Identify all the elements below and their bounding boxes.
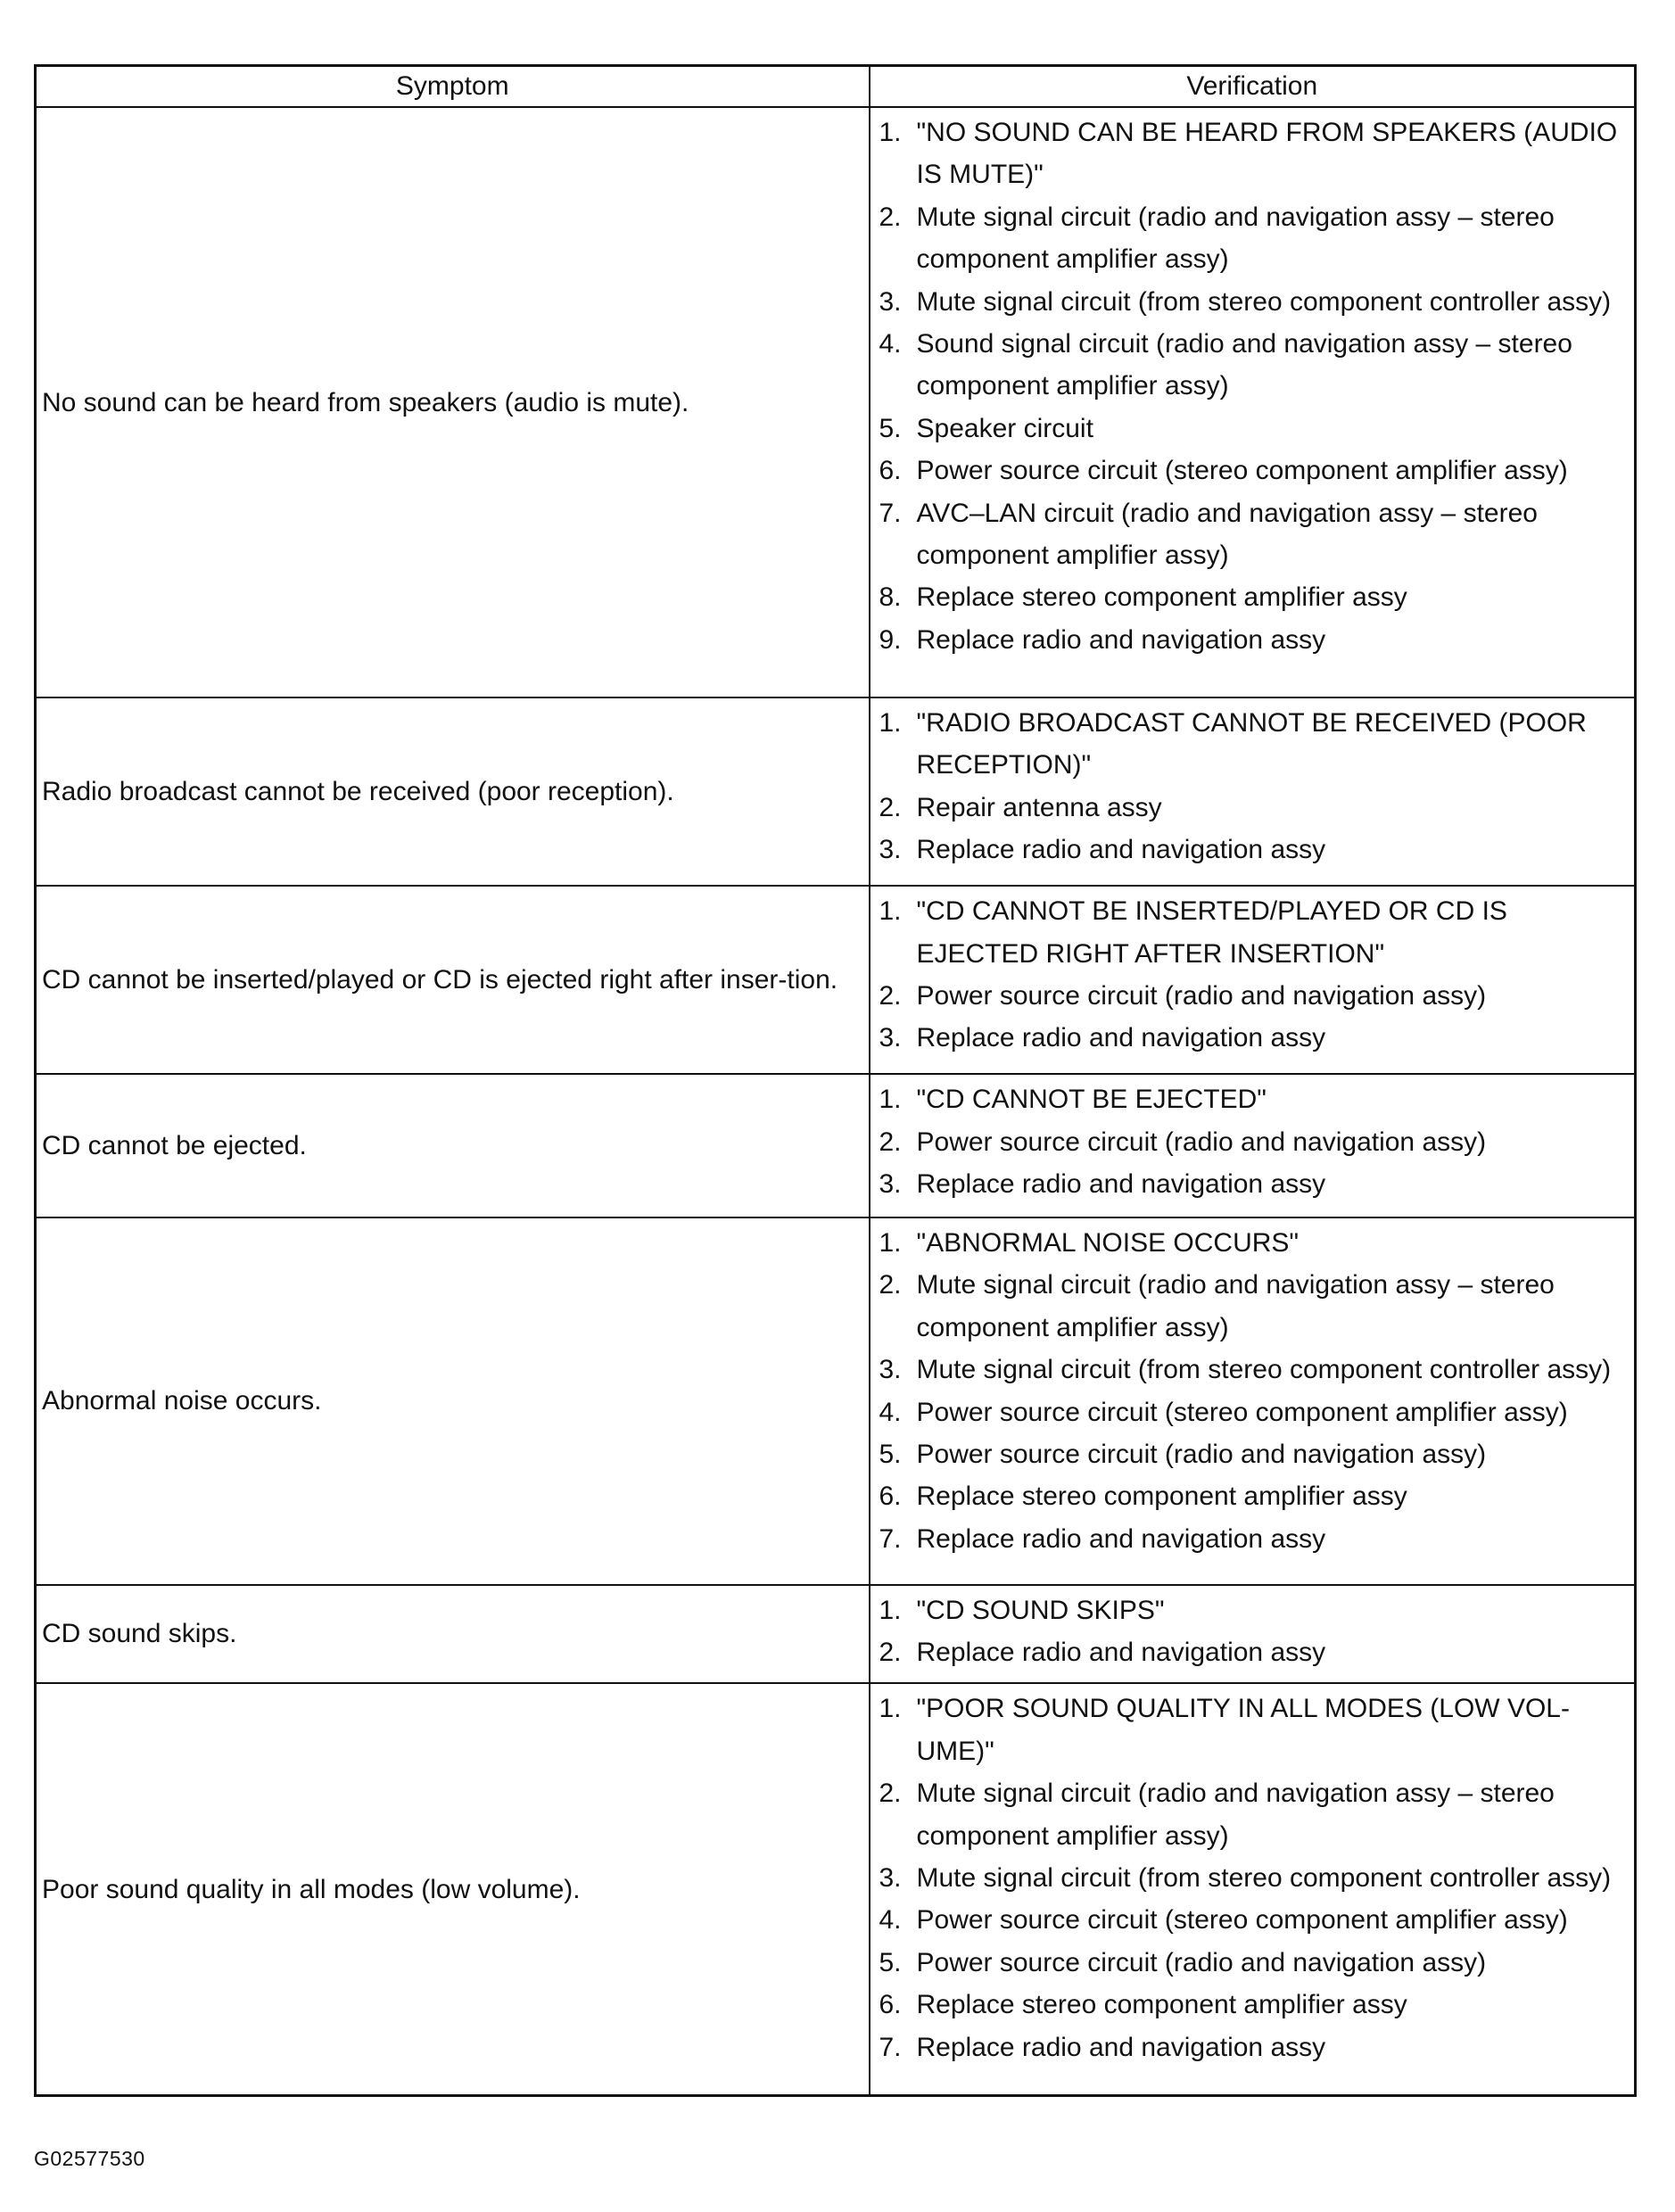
verification-step	[879, 1631, 1630, 1673]
verification-steps-list	[879, 1688, 1630, 2068]
verification-step	[879, 975, 1630, 1017]
verification-step	[879, 829, 1630, 871]
step-number: 3.	[879, 286, 902, 317]
step-text: Sound signal circuit (radio and navigation assy – stereo component amplifier assy)	[916, 329, 1572, 401]
verification-steps-list	[879, 111, 1630, 661]
symptom-table-container	[34, 64, 1634, 2097]
step-text: Mute signal circuit (radio and navigation assy – stereo component amplifier assy)	[916, 1779, 1555, 1851]
step-text: Replace radio and navigation assy	[916, 1523, 1326, 1554]
step-number: 5.	[879, 413, 902, 443]
verification-cell	[870, 1585, 1636, 1684]
verification-step	[879, 1391, 1630, 1433]
step-number: 7.	[879, 1523, 902, 1554]
step-text: AVC–LAN circuit (radio and navigation assy – stereo component amplifier assy)	[916, 498, 1538, 571]
step-number: 3.	[879, 835, 902, 865]
step-text: Replace stereo component amplifier assy	[916, 1482, 1407, 1512]
verification-step	[879, 1163, 1630, 1205]
step-text: "CD CANNOT BE INSERTED/PLAYED OR CD IS EJECTED RIGHT AFTER INSERTION"	[916, 896, 1507, 969]
verification-cell	[870, 1074, 1636, 1217]
step-number: 2.	[879, 202, 902, 232]
step-number: 9.	[879, 624, 902, 655]
symptom-verification-table	[34, 64, 1637, 2097]
step-text: Power source circuit (radio and navigation assy)	[916, 980, 1487, 1011]
verification-step	[879, 450, 1630, 491]
verification-step	[879, 1017, 1630, 1059]
step-text: "POOR SOUND QUALITY IN ALL MODES (LOW VOL-UME)"	[916, 1694, 1570, 1766]
step-number: 1.	[879, 118, 902, 147]
verification-column-header: Verification	[870, 66, 1636, 108]
step-number: 1.	[879, 1595, 902, 1625]
step-number: 7.	[879, 498, 902, 528]
verification-cell	[870, 1217, 1636, 1584]
verification-step	[879, 1984, 1630, 2026]
step-number: 3.	[879, 1355, 902, 1385]
step-number: 5.	[879, 1947, 902, 1977]
step-text: Mute signal circuit (from stereo component controller assy)	[916, 286, 1612, 317]
symptom-column-header: Symptom	[36, 66, 870, 108]
step-text: Replace radio and navigation assy	[916, 1023, 1326, 1053]
verification-step	[879, 1942, 1630, 1984]
verification-steps-list	[879, 702, 1630, 871]
step-number: 2.	[879, 1127, 902, 1157]
verification-step	[879, 1857, 1630, 1899]
step-text: Replace radio and navigation assy	[916, 1637, 1326, 1667]
symptom-cell: CD sound skips.	[36, 1585, 870, 1684]
step-text: Power source circuit (radio and navigation assy)	[916, 1440, 1487, 1470]
step-text: Replace stereo component amplifier assy	[916, 1990, 1407, 2020]
table-row	[36, 886, 1636, 1074]
step-number: 3.	[879, 1023, 902, 1053]
table-row	[36, 697, 1636, 886]
verification-step	[879, 890, 1630, 975]
verification-steps-list	[879, 1078, 1630, 1205]
symptom-cell: Radio broadcast cannot be received (poor reception).	[36, 697, 870, 886]
table-row	[36, 1217, 1636, 1584]
verification-cell	[870, 697, 1636, 886]
step-number: 5.	[879, 1440, 902, 1470]
verification-step	[879, 702, 1630, 787]
step-number: 4.	[879, 1397, 902, 1427]
verification-step	[879, 281, 1630, 323]
verification-step	[879, 1222, 1630, 1264]
step-text: Mute signal circuit (radio and navigation assy – stereo component amplifier assy)	[916, 202, 1555, 275]
step-text: Mute signal circuit (from stereo component controller assy)	[916, 1862, 1612, 1893]
table-body	[36, 107, 1636, 2096]
verification-step	[879, 111, 1630, 196]
verification-steps-list	[879, 1589, 1630, 1674]
verification-step	[879, 1349, 1630, 1391]
step-text: "RADIO BROADCAST CANNOT BE RECEIVED (POOR RECEPTION)"	[916, 708, 1587, 780]
step-number: 4.	[879, 1905, 902, 1936]
step-number: 1.	[879, 1085, 902, 1115]
verification-step	[879, 323, 1630, 408]
verification-step	[879, 1078, 1630, 1120]
verification-step	[879, 492, 1630, 577]
step-text: Replace radio and navigation assy	[916, 835, 1326, 865]
step-number: 2.	[879, 1270, 902, 1300]
step-number: 8.	[879, 582, 902, 613]
step-number: 7.	[879, 2032, 902, 2062]
verification-step	[879, 787, 1630, 829]
step-text: Replace radio and navigation assy	[916, 624, 1326, 655]
step-text: Replace stereo component amplifier assy	[916, 582, 1407, 613]
step-number: 1.	[879, 896, 902, 927]
step-number: 1.	[879, 1228, 902, 1259]
step-text: Power source circuit (stereo component amplifier assy)	[916, 456, 1568, 486]
verification-step	[879, 1589, 1630, 1631]
step-text: "NO SOUND CAN BE HEARD FROM SPEAKERS (AUDIO IS MUTE)"	[916, 118, 1618, 190]
step-number: 4.	[879, 329, 902, 359]
verification-step	[879, 1899, 1630, 1941]
verification-step	[879, 576, 1630, 618]
step-number: 2.	[879, 792, 902, 822]
step-number: 3.	[879, 1168, 902, 1199]
verification-step	[879, 1772, 1630, 1857]
symptom-cell: CD cannot be inserted/played or CD is ejected right after inser-tion.	[36, 886, 870, 1074]
step-text: Power source circuit (radio and navigation assy)	[916, 1947, 1487, 1977]
step-text: Replace radio and navigation assy	[916, 1168, 1326, 1199]
step-number: 1.	[879, 1694, 902, 1724]
step-text: Power source circuit (stereo component amplifier assy)	[916, 1397, 1568, 1427]
symptom-cell: No sound can be heard from speakers (audio is mute).	[36, 107, 870, 697]
verification-step	[879, 1433, 1630, 1475]
verification-step	[879, 619, 1630, 661]
step-number: 3.	[879, 1862, 902, 1893]
symptom-cell: Poor sound quality in all modes (low volume).	[36, 1683, 870, 2095]
verification-step	[879, 1688, 1630, 1772]
verification-steps-list	[879, 890, 1630, 1060]
step-text: Speaker circuit	[916, 413, 1093, 443]
verification-step	[879, 1518, 1630, 1560]
step-number: 2.	[879, 980, 902, 1011]
step-number: 2.	[879, 1637, 902, 1667]
verification-step	[879, 1475, 1630, 1517]
verification-cell	[870, 1683, 1636, 2095]
symptom-cell: Abnormal noise occurs.	[36, 1217, 870, 1584]
verification-cell	[870, 107, 1636, 697]
verification-step	[879, 2026, 1630, 2068]
step-number: 2.	[879, 1779, 902, 1809]
step-text: "ABNORMAL NOISE OCCURS"	[916, 1228, 1300, 1259]
step-text: "CD SOUND SKIPS"	[916, 1595, 1165, 1625]
table-row	[36, 1074, 1636, 1217]
table-row	[36, 1683, 1636, 2095]
figure-id: G02577530	[34, 2147, 145, 2170]
step-text: Mute signal circuit (from stereo component controller assy)	[916, 1355, 1612, 1385]
step-number: 1.	[879, 708, 902, 739]
step-text: Mute signal circuit (radio and navigation assy – stereo component amplifier assy)	[916, 1270, 1555, 1342]
verification-step	[879, 408, 1630, 450]
verification-step	[879, 196, 1630, 281]
verification-step	[879, 1121, 1630, 1163]
step-text: Power source circuit (radio and navigation assy)	[916, 1127, 1487, 1157]
table-row	[36, 107, 1636, 697]
table-header-row	[36, 66, 1636, 108]
symptom-cell: CD cannot be ejected.	[36, 1074, 870, 1217]
step-text: Repair antenna assy	[916, 792, 1162, 822]
verification-cell	[870, 886, 1636, 1074]
table-row	[36, 1585, 1636, 1684]
step-text: Replace radio and navigation assy	[916, 2032, 1326, 2062]
verification-steps-list	[879, 1222, 1630, 1560]
verification-step	[879, 1264, 1630, 1349]
step-number: 6.	[879, 1482, 902, 1512]
step-text: Power source circuit (stereo component amplifier assy)	[916, 1905, 1568, 1936]
step-number: 6.	[879, 456, 902, 486]
step-number: 6.	[879, 1990, 902, 2020]
step-text: "CD CANNOT BE EJECTED"	[916, 1085, 1267, 1115]
